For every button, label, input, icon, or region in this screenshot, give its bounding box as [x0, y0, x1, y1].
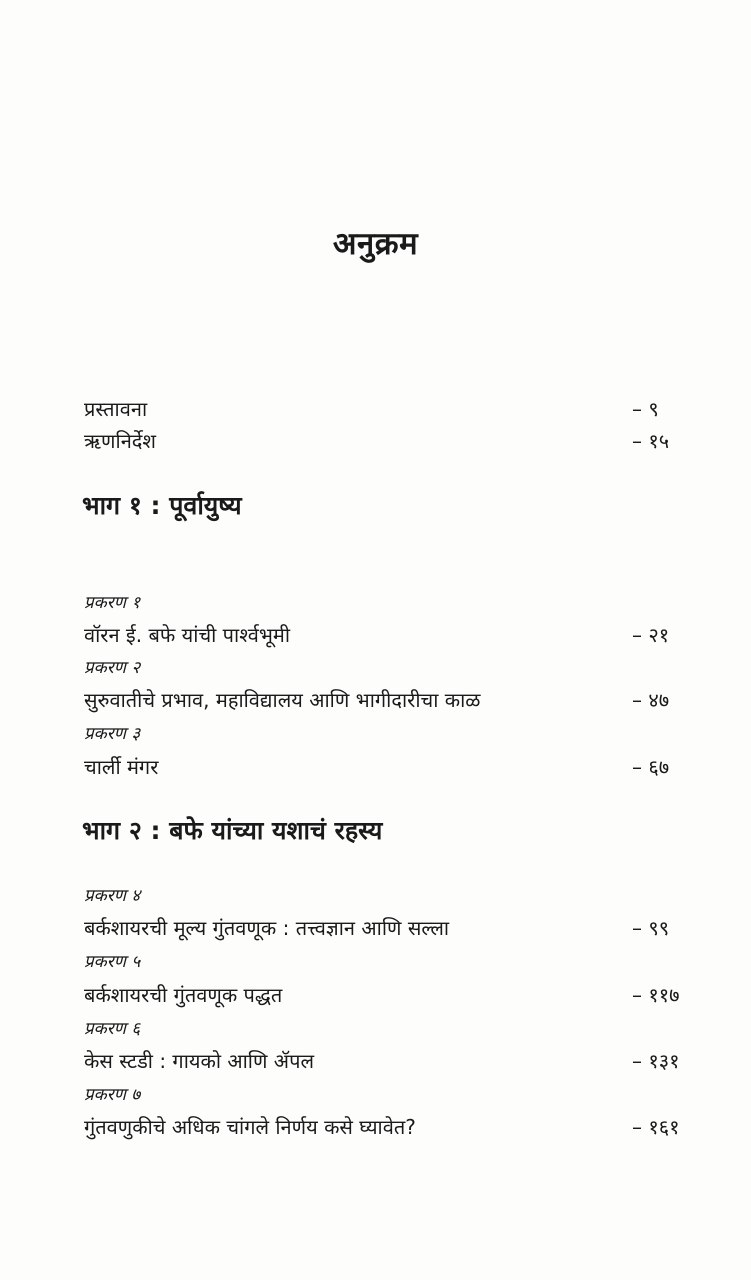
chapter-label-3: प्रकरण ३ — [84, 724, 141, 744]
entry-page-number: – २१ — [632, 623, 670, 647]
entry-page-number: – ६७ — [632, 755, 670, 779]
entry-title: बर्कशायरची मूल्य गुंतवणूक : तत्त्वज्ञान आणि सल्ला — [84, 916, 450, 940]
entry-page-number: – ११७ — [632, 983, 680, 1007]
toc-entry-acknowledgements[interactable] — [84, 425, 684, 457]
toc-entry-chapter-3[interactable] — [84, 751, 684, 783]
entry-title: प्रस्तावना — [84, 397, 148, 421]
entry-title: बर्कशायरची गुंतवणूक पद्धत — [84, 983, 283, 1007]
part-heading-1: भाग १ : पूर्वायुष्य — [82, 491, 242, 520]
toc-entry-chapter-2[interactable] — [84, 684, 684, 716]
chapter-label-1: प्रकरण १ — [84, 593, 141, 613]
entry-page-number: – १६१ — [632, 1115, 680, 1139]
chapter-label-7: प्रकरण ७ — [84, 1085, 141, 1105]
entry-page-number: – १५ — [632, 429, 670, 453]
entry-title: ऋणनिर्देश — [84, 429, 157, 453]
entry-title: वॉरन ई. बफे यांची पार्श्वभूमी — [84, 623, 291, 647]
toc-entry-chapter-7[interactable] — [84, 1111, 684, 1143]
chapter-label-5: प्रकरण ५ — [84, 952, 141, 972]
toc-entry-chapter-6[interactable] — [84, 1045, 684, 1077]
page-title: अनुक्रम — [332, 226, 419, 262]
toc-entry-chapter-1[interactable] — [84, 619, 684, 651]
entry-title: केस स्टडी : गायको आणि ॲपल — [84, 1049, 315, 1073]
toc-entry-preface[interactable] — [84, 393, 684, 425]
entry-title: सुरुवातीचे प्रभाव, महाविद्यालय आणि भागीदारीचा काळ — [84, 688, 481, 712]
entry-page-number: – ९ — [632, 397, 659, 421]
toc-entry-chapter-4[interactable] — [84, 912, 684, 944]
toc-entry-chapter-5[interactable] — [84, 979, 684, 1011]
entry-page-number: – ४७ — [632, 688, 670, 712]
entry-title: गुंतवणुकीचे अधिक चांगले निर्णय कसे घ्यावेत? — [84, 1115, 416, 1139]
entry-page-number: – १३१ — [632, 1049, 680, 1073]
entry-title: चार्ली मंगर — [84, 755, 159, 779]
chapter-label-6: प्रकरण ६ — [84, 1019, 141, 1039]
chapter-label-4: प्रकरण ४ — [84, 886, 141, 906]
part-heading-2: भाग २ : बफे यांच्या यशाचं रहस्य — [82, 816, 383, 845]
chapter-label-2: प्रकरण २ — [84, 658, 141, 678]
entry-page-number: – ९९ — [632, 916, 670, 940]
